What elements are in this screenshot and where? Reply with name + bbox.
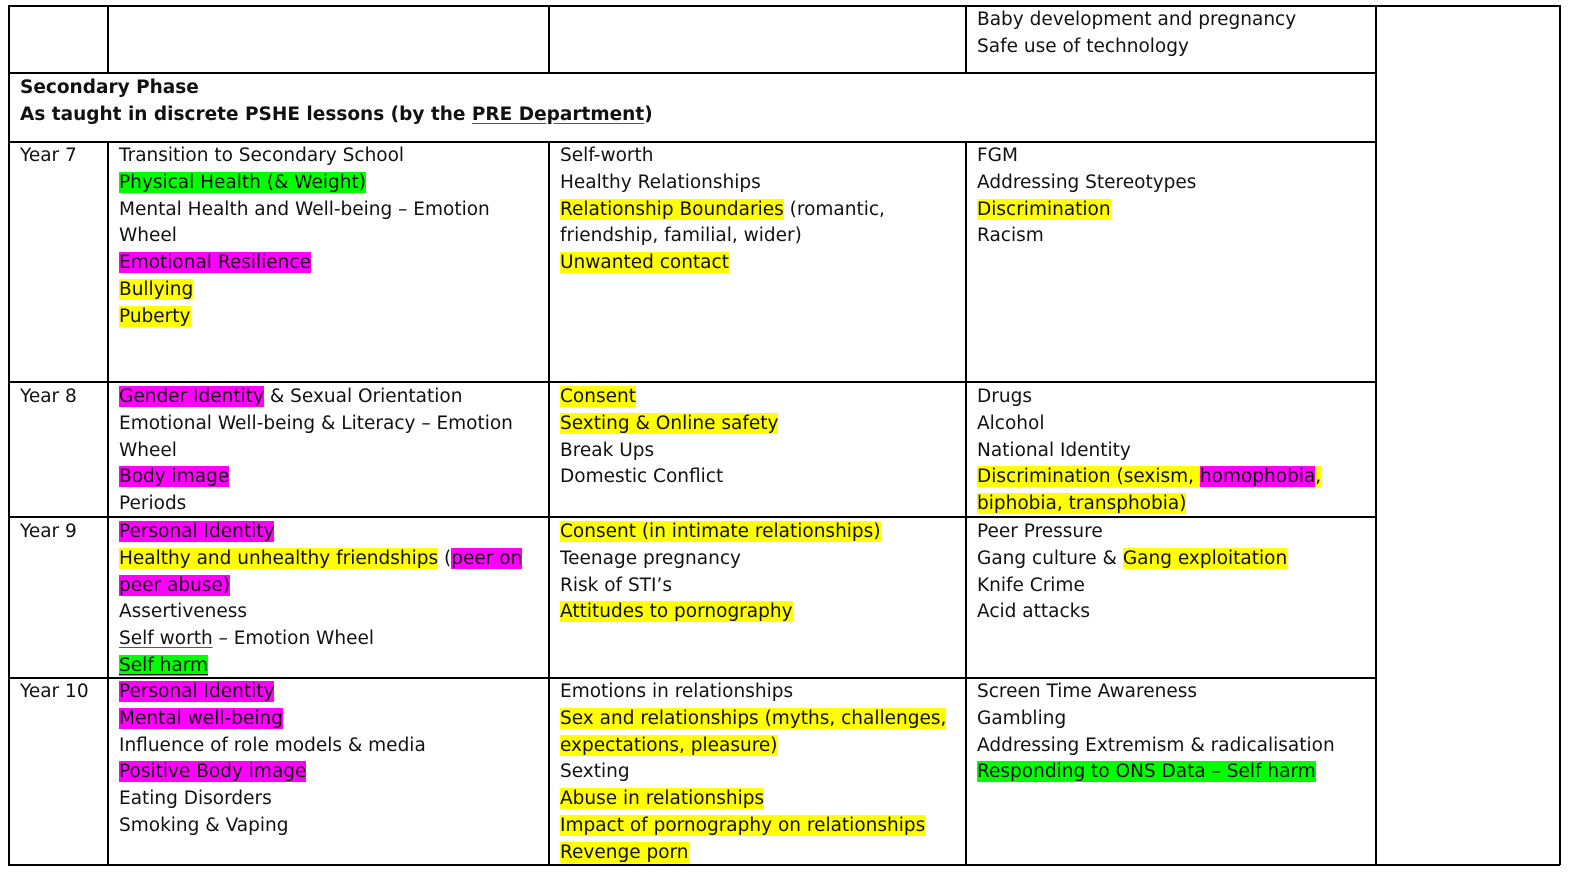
topic: Consent [560, 386, 636, 407]
topic: Self worth [119, 628, 213, 650]
year-9-col3 [977, 519, 1287, 626]
topic: Discrimination [977, 198, 1111, 220]
year-9-label: Year 9 [20, 521, 77, 542]
year-7-col2 [560, 143, 885, 277]
topic: Domestic Conflict [560, 466, 724, 488]
topic: Eating Disorders [119, 788, 272, 810]
topic: Body image [119, 466, 230, 488]
year-label [20, 143, 77, 170]
topic: Sexting & Online safety [560, 412, 779, 434]
year-10-col1 [119, 679, 426, 840]
topic: Addressing Extremism & radicalisation [977, 734, 1335, 756]
topic: Emotions in relationships [560, 681, 794, 702]
topic: Revenge porn [560, 841, 689, 863]
table-rule [548, 141, 550, 865]
year-10-col2 [560, 679, 946, 867]
year-8-label: Year 8 [20, 386, 77, 407]
table-rule [965, 141, 967, 865]
topic: Personal Identity [119, 521, 275, 542]
topic: Sexting [560, 761, 630, 783]
topic: Sex and relationships (myths, challenges, [560, 707, 947, 729]
topic: Unwanted contact [560, 252, 729, 274]
topic: Assertiveness [119, 601, 248, 623]
topic: Peer Pressure [977, 521, 1103, 542]
topic: Emotional Well-being & Literacy – Emotion [119, 412, 513, 434]
top-row-topics [977, 7, 1296, 61]
topic: , [1315, 466, 1322, 488]
table-rule [8, 5, 10, 865]
topic-note: friendship, familial, wider) [560, 225, 802, 247]
topic: Mental Health and Well-being – Emotion [119, 198, 490, 220]
topic: Impact of pornography on relationships [560, 814, 926, 836]
topic: Alcohol [977, 412, 1045, 434]
topic: Wheel [119, 225, 177, 247]
topic: Healthy and unhealthy friendships [119, 547, 439, 569]
year-9-col1 [119, 519, 522, 680]
table-rule [548, 5, 550, 73]
table-rule [965, 5, 967, 73]
table-rule [1375, 5, 1377, 865]
topic: Smoking & Vaping [119, 814, 289, 836]
year-9-col2 [560, 519, 881, 626]
year-8-col3 [977, 384, 1321, 518]
topic: Gender Identity [119, 386, 264, 407]
section-header [20, 75, 653, 129]
topic: Abuse in relationships [560, 788, 765, 810]
topic: Wheel [119, 439, 177, 461]
topic: Discrimination (sexism, [977, 466, 1200, 488]
topic: Knife Crime [977, 574, 1085, 596]
topic: Break Ups [560, 439, 655, 461]
topic: National Identity [977, 439, 1131, 461]
topic: Relationship Boundaries [560, 198, 784, 220]
topic: Gang exploitation [1122, 547, 1288, 569]
topic: & Sexual Orientation [263, 386, 463, 407]
topic: Baby development and pregnancy [977, 9, 1297, 30]
topic: homophobia [1199, 466, 1316, 488]
topic: Drugs [977, 386, 1032, 407]
topic: Responding to ONS Data – Self harm [977, 761, 1316, 783]
topic: biphobia, transphobia) [977, 493, 1187, 515]
topic: Racism [977, 225, 1044, 247]
table-rule [8, 72, 1376, 74]
topic: peer abuse) [119, 574, 231, 596]
topic: Positive Body image [119, 761, 307, 783]
table-rule [8, 381, 1376, 383]
year-7-col1 [119, 143, 490, 331]
section-subtitle-end: ) [644, 103, 653, 125]
topic: Consent (in intimate relationships) [560, 521, 881, 542]
topic: Self-worth [560, 145, 654, 166]
topic: Physical Health (& Weight) [119, 171, 366, 193]
topic: Safe use of technology [977, 35, 1189, 57]
topic: Mental well-being [119, 707, 283, 729]
topic: Screen Time Awareness [977, 681, 1197, 702]
topic: Bullying [119, 278, 194, 300]
topic: Emotional Resilience [119, 252, 311, 274]
topic: Influence of role models & media [119, 734, 426, 756]
year-label [20, 519, 77, 546]
topic: Personal Identity [119, 681, 275, 702]
topic: Gambling [977, 707, 1067, 729]
year-7-col3 [977, 143, 1196, 250]
topic: Periods [119, 493, 187, 515]
topic: Attitudes to pornography [560, 601, 793, 623]
year-10-col3 [977, 679, 1335, 786]
topic: Self harm [119, 654, 209, 676]
department-link[interactable]: PRE Department [471, 103, 645, 125]
topic: Gang culture & [977, 547, 1123, 569]
year-label [20, 384, 77, 411]
section-subtitle: As taught in discrete PSHE lessons (by the [20, 103, 472, 125]
year-8-col2 [560, 384, 778, 491]
topic: ( [438, 547, 452, 569]
topic: – Emotion Wheel [212, 628, 374, 650]
topic: Teenage pregnancy [560, 547, 741, 569]
topic: Risk of STI’s [560, 574, 672, 596]
year-8-col1 [119, 384, 513, 518]
topic: Healthy Relationships [560, 171, 761, 193]
topic: expectations, pleasure) [560, 734, 778, 756]
topic: Transition to Secondary School [119, 145, 405, 166]
topic: Puberty [119, 305, 191, 327]
topic: FGM [977, 145, 1018, 166]
year-7-label: Year 7 [20, 145, 77, 166]
table-rule [8, 5, 1560, 7]
year-10-label: Year 10 [20, 681, 89, 702]
section-title: Secondary Phase [20, 77, 199, 98]
topic: Acid attacks [977, 601, 1090, 623]
year-label [20, 679, 89, 706]
topic: Addressing Stereotypes [977, 171, 1197, 193]
topic: peer on [451, 547, 523, 569]
table-rule [1559, 5, 1561, 865]
table-rule [107, 141, 109, 865]
table-rule [107, 5, 109, 73]
topic-note: (romantic, [783, 198, 885, 220]
